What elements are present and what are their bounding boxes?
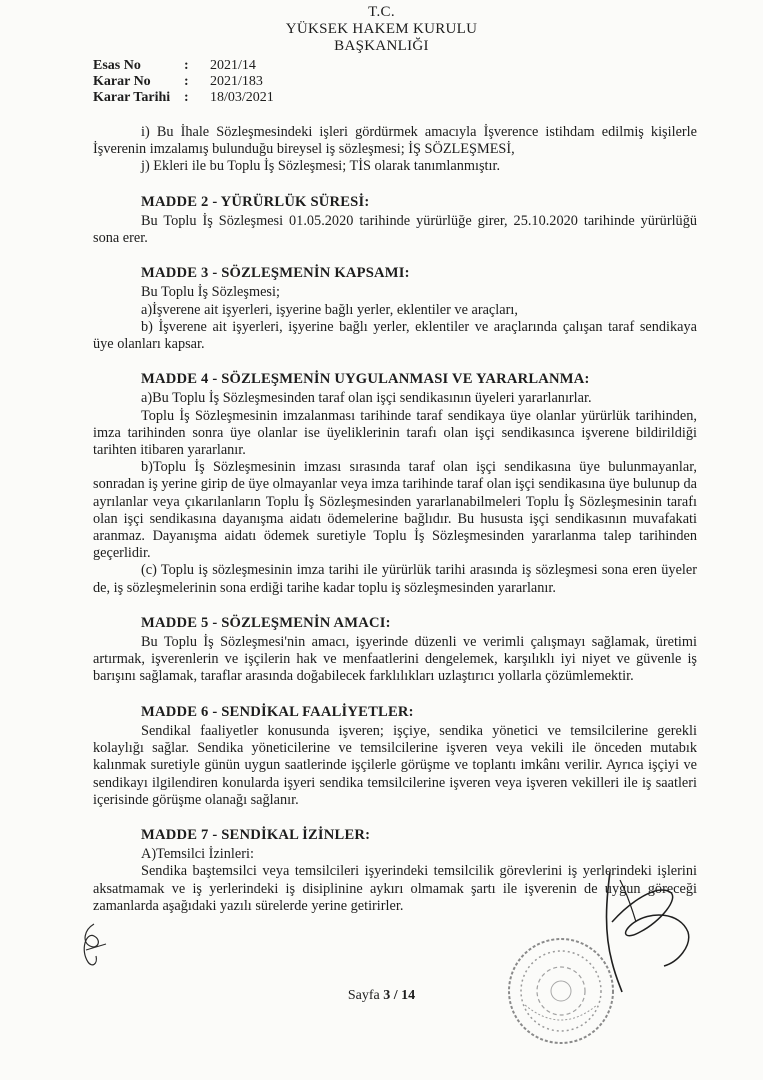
article-2 [93, 194, 697, 248]
article-paragraph: a)Bu Toplu İş Sözleşmesinden taraf olan işçi sendikasının üyeleri yararlanırlar. [141, 390, 592, 407]
decision-date-label: Karar Tarihi [93, 90, 171, 105]
article-paragraph: A)Temsilci İzinleri: [141, 846, 254, 863]
page-total: 14 [401, 988, 416, 1003]
colon: : [184, 90, 189, 105]
case-number-label: Esas No [93, 58, 141, 73]
article-paragraph: Toplu İş Sözleşmesinin imzalanması tarihinde taraf sendikaya üye olanlar yürürlük tarihinden, imza tarihinden sonra üye olanlar ise üyeliklerinin tarafı olan işçi sendikasınca işverene bildirildiği tarihten itibaren yararlanır. [93, 407, 697, 459]
article-title: MADDE 6 - SENDİKAL FAALİYETLER: [141, 703, 414, 720]
signature [560, 862, 740, 1002]
article-title: MADDE 2 - YÜRÜRLÜK SÜRESİ: [141, 193, 370, 210]
header-line-office: BAŞKANLIĞI [334, 38, 429, 54]
page-footer [0, 988, 763, 1004]
article-paragraph: (c) Toplu iş sözleşmesinin imza tarihi ile yürürlük tarihi arasında iş sözleşmesi sona eren üyeler de, iş sözleşmelerinin sona erdiği tarihe kadar toplu iş sözleşmesinden yararlanır. [93, 562, 697, 596]
decision-number-row [93, 74, 274, 90]
decision-number-value: 2021/183 [210, 74, 263, 89]
colon: : [184, 74, 189, 89]
case-info [93, 58, 274, 106]
decision-date-value: 18/03/2021 [210, 90, 274, 105]
document-header [0, 4, 763, 55]
colon: : [184, 58, 189, 73]
article-paragraph: b) İşverene ait işyerleri, işyerine bağlı yerler, eklentiler ve araçlarında çalışan taraf sendikaya üye olanları kapsar. [93, 318, 697, 353]
article-paragraph: a)İşverene ait işyerleri, işyerine bağlı yerler, eklentiler ve araçları, [141, 301, 518, 318]
header-line-institution: YÜKSEK HAKEM KURULU [285, 21, 478, 37]
case-number-value: 2021/14 [210, 58, 256, 73]
article-paragraph: Bu Toplu İş Sözleşmesi 01.05.2020 tarihinde yürürlüğe girer, 25.10.2020 tarihinde yürürlüğü sona erer. [93, 212, 697, 247]
case-number-row [93, 58, 274, 74]
intro-paragraph: i) Bu İhale Sözleşmesindeki işleri gördürmek amacıyla İşverence istihdam edilmiş kişilerle İşverenin imzalamış bulunduğu bireysel iş sözleşmesi; İŞ SÖZLEŞMESİ, [93, 124, 697, 158]
article-title: MADDE 5 - SÖZLEŞMENİN AMACI: [141, 614, 391, 631]
decision-number-label: Karar No [93, 74, 151, 89]
header-line-tc: T.C. [368, 4, 395, 20]
decision-date-row [93, 90, 274, 106]
handwritten-initial [76, 920, 112, 970]
article-5 [93, 615, 697, 686]
intro-paragraph: j) Ekleri ile bu Toplu İş Sözleşmesi; TİS olarak tanımlanmıştır. [141, 158, 501, 175]
article-title: MADDE 4 - SÖZLEŞMENİN UYGULANMASI VE YARARLANMA: [141, 371, 590, 388]
page-number: 3 [383, 988, 391, 1003]
document-body [93, 124, 697, 915]
article-paragraph: Bu Toplu İş Sözleşmesi'nin amacı, işyerinde düzenli ve verimli çalışmayı sağlamak, üretimi artırmak, işverenlerin ve işçilerin hak ve menfaatlerini dengelemek, karşılıklı iyi niyet ve güvenle iş barışını sağlamak, taraflar arasında doğabilecek farklılıkları uzlaştırıcı yollarla çözümlemektir. [93, 634, 697, 685]
article-paragraph: Sendika baştemsilci veya temsilcileri işyerindeki temsilcilik görevlerini iş yerlerindeki işlerini aksatmamak ve iş yerlerindeki iş disiplinine aykırı olmamak şartı ile işverenin de uygun göreceği zamanlarda aşağıdaki yazılı sürelerde yerine getirirler. [93, 863, 697, 914]
article-6 [93, 704, 697, 809]
page-separator: / [393, 988, 398, 1003]
article-3 [93, 265, 697, 353]
article-4 [93, 371, 697, 597]
article-paragraph: b)Toplu İş Sözleşmesinin imzası sırasında taraf olan işçi sendikasına üye bulunmayanlar, sonradan iş yerine girip de üye olmayanlar veya imza tarihinde taraf olan işçi sendikasına üye bulunup da ayrılanlar veya çıkarılanların Toplu İş Sözleşmesinden yararlanabilmeleri Toplu İş Sözleşmesinin tarafı olan işçi sendikasına dayanışma aidatı ödemelerine bağlıdır. Bu hususta işçi sendikasının muvafakati aranmaz. Dayanışma aidatı ödemek suretiyle Toplu İş Sözleşmesinden yararlanma talep tarihinden geçerlidir. [93, 459, 697, 562]
article-paragraph: Sendikal faaliyetler konusunda işveren; işçiye, sendika yönetici ve temsilcilerine gerekli kolaylığı sağlar. Sendika yöneticilerine ve temsilcilerine işveren veya vekili ile önceden mutabık kalınmak suretiyle günün uygun saatlerinde işçilerle görüşme ve toplantı imkânı verilir. Ayrıca işçiyi ve sendikayı ilgilendiren konularda işyeri sendika temsilcilerine işveren veya işveren vekilleri ile iş saatleri içerisinde görüşme olanağı sağlanır. [93, 722, 697, 808]
article-title: MADDE 7 - SENDİKAL İZİNLER: [141, 826, 371, 843]
article-title: MADDE 3 - SÖZLEŞMENİN KAPSAMI: [141, 265, 410, 282]
article-paragraph: Bu Toplu İş Sözleşmesi; [141, 284, 280, 301]
page-label: Sayfa [347, 988, 380, 1003]
